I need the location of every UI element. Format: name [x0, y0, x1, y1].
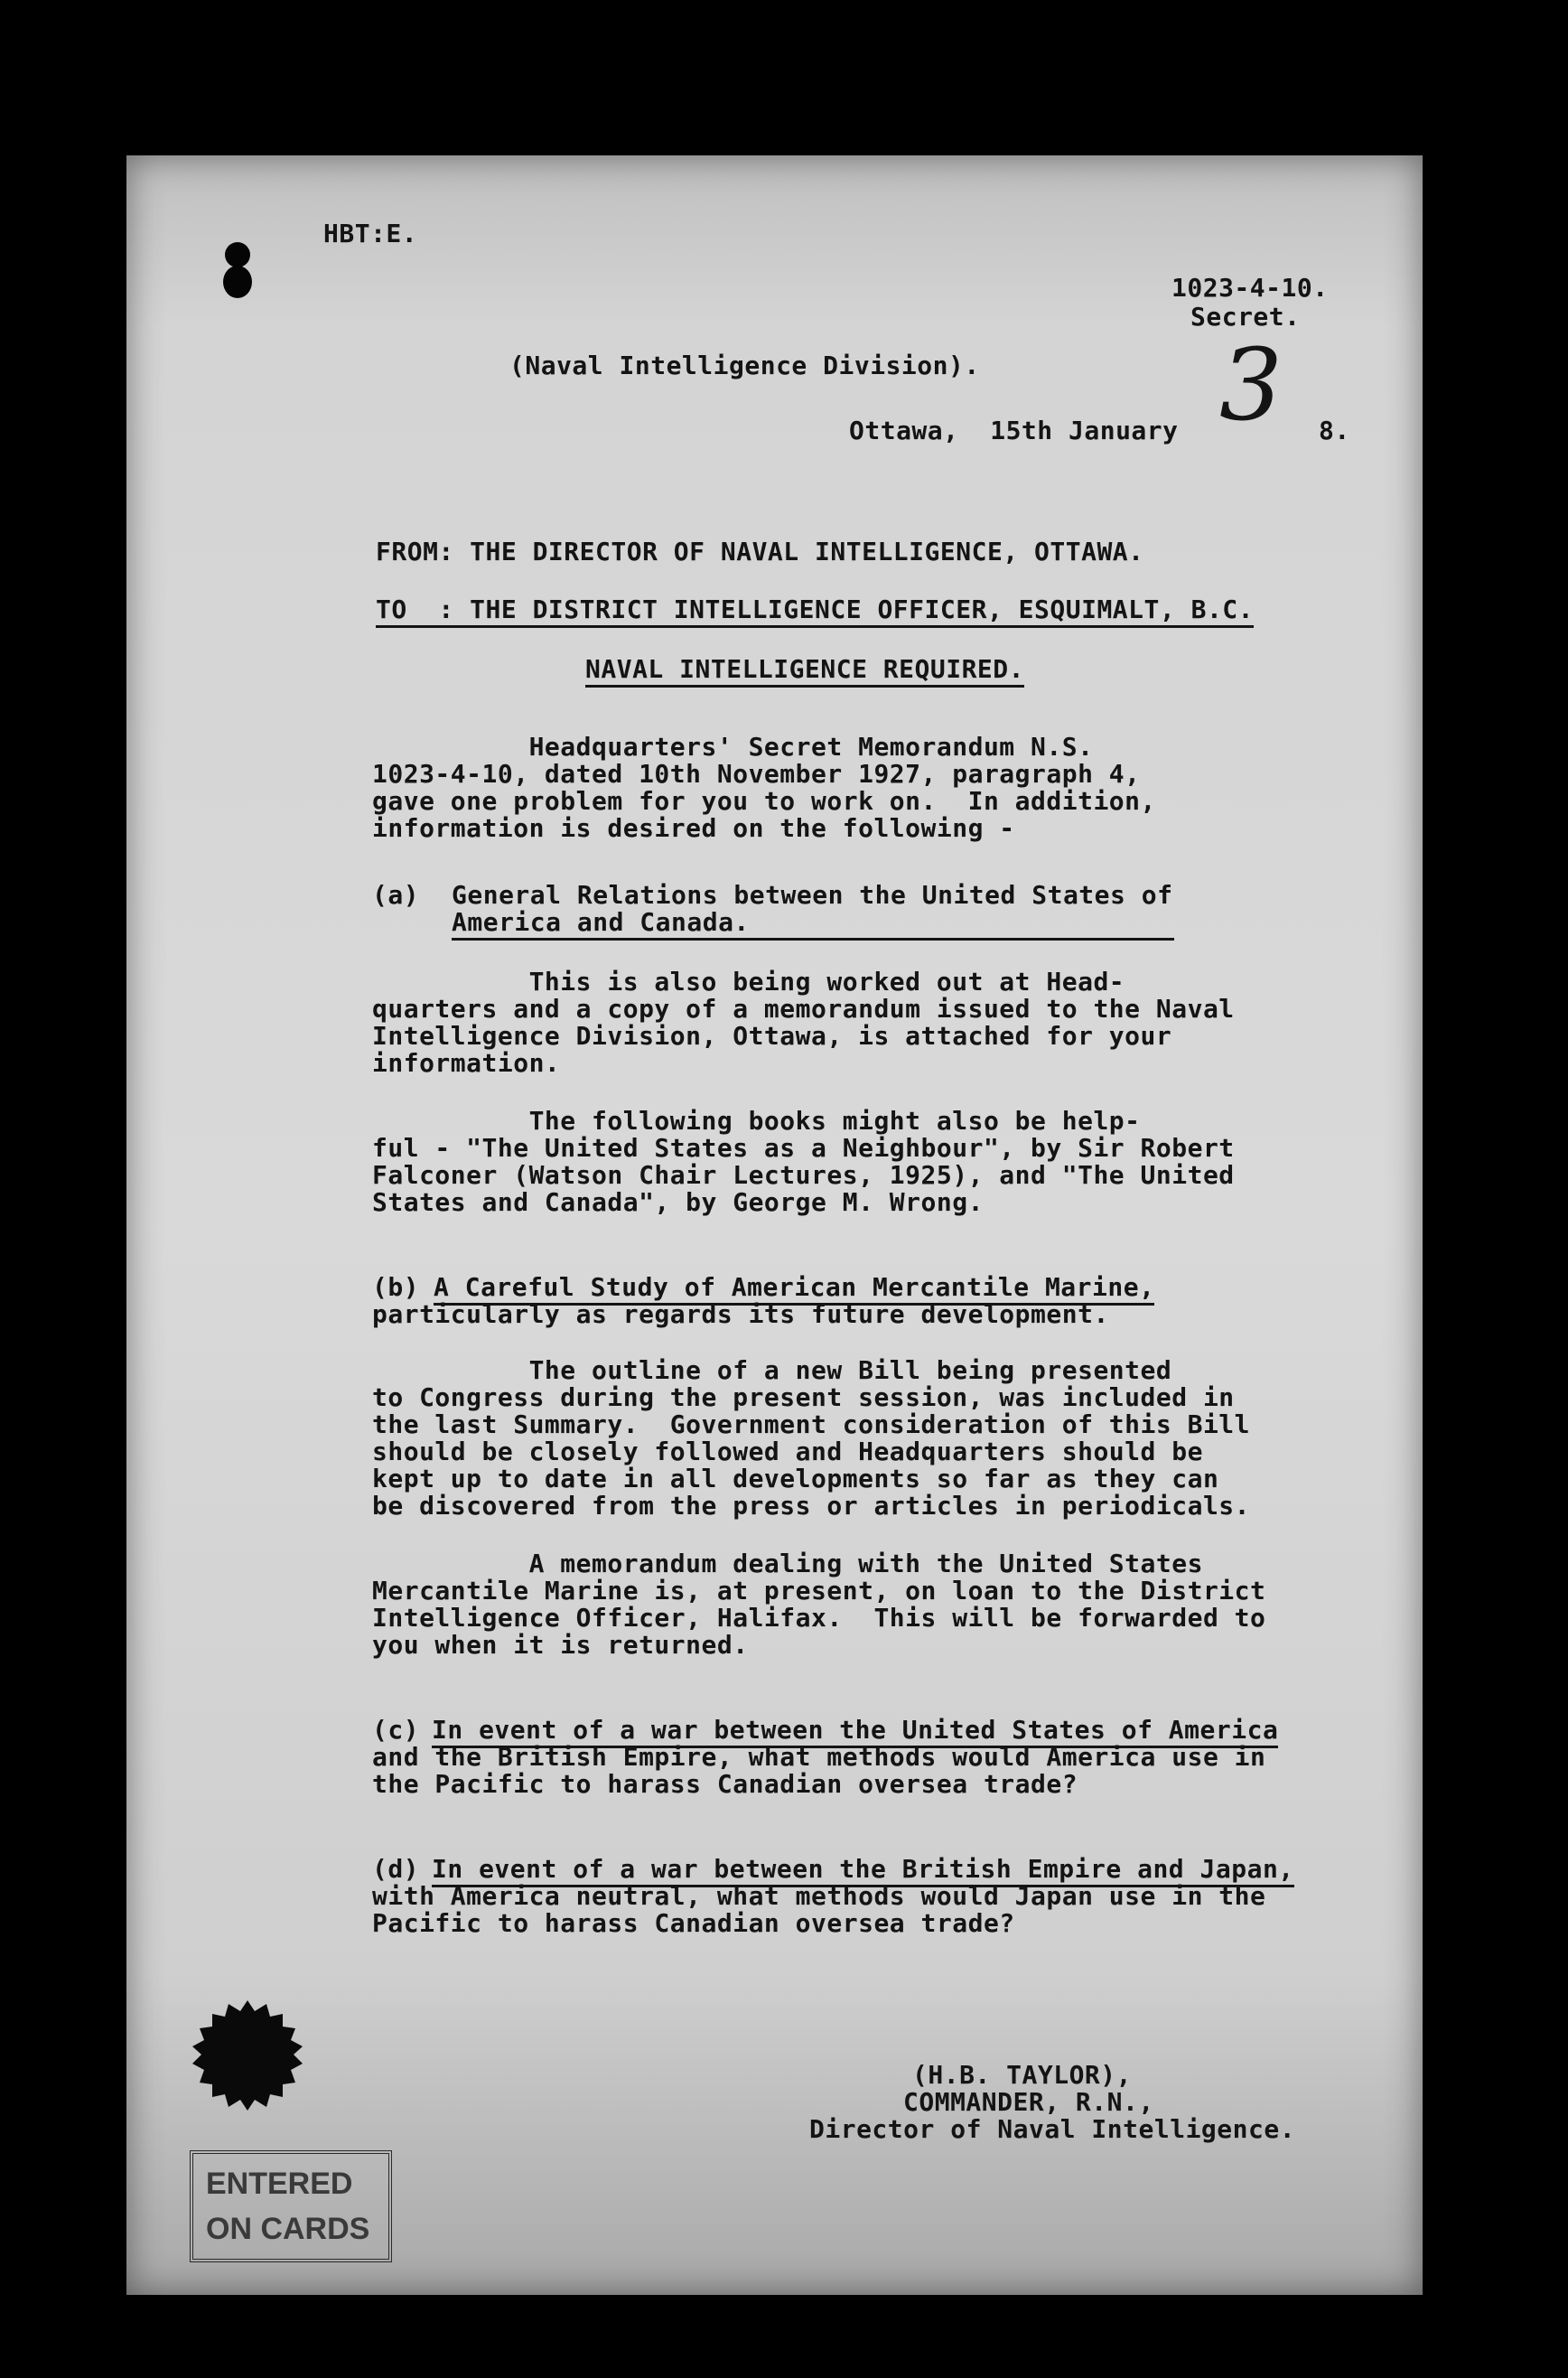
text-line: should be closely followed and Headquarters should be: [372, 1437, 1203, 1466]
text-line: you when it is returned.: [372, 1630, 749, 1660]
classification: Secret.: [1190, 302, 1301, 332]
file-number: 1023-4-10.: [1171, 273, 1329, 303]
text-line: ful - "The United States as a Neighbour", by Sir Robert: [372, 1133, 1235, 1163]
item-a-title: America and Canada.: [452, 909, 1174, 941]
stamp-line: ON CARDS: [206, 2212, 370, 2246]
text-line: Mercantile Marine is, at present, on loan to the District: [372, 1576, 1266, 1606]
item-a-title: General Relations between the United States of: [452, 880, 1173, 910]
item-c-question: and the British Empire, what methods would America use in: [372, 1742, 1266, 1772]
text-line: Intelligence Division, Ottawa, is attached for your: [372, 1021, 1172, 1051]
text-line: information.: [372, 1048, 561, 1078]
text-line: The following books might also be help-: [372, 1106, 1141, 1136]
to-line: TO : THE DISTRICT INTELLIGENCE OFFICER, ESQUIMALT, B.C.: [376, 596, 1254, 628]
entered-on-cards-stamp: [190, 2150, 392, 2262]
item-c-question: In event of a war between the United States of America: [432, 1717, 1278, 1748]
item-d-question: Pacific to harass Canadian oversea trade?: [372, 1908, 1015, 1938]
item-c-question: the Pacific to harass Canadian oversea trade?: [372, 1769, 1078, 1799]
handwritten-year-digit: 3: [1219, 327, 1283, 443]
item-b-title: A Careful Study of American Mercantile Marine,: [434, 1274, 1154, 1306]
text-line: the last Summary. Government consideration of this Bill: [372, 1409, 1251, 1439]
text-line: kept up to date in all developments so far as they can: [372, 1464, 1219, 1493]
item-b-title: particularly as regards its future development.: [372, 1299, 1109, 1329]
subject-heading: NAVAL INTELLIGENCE REQUIRED.: [585, 656, 1024, 688]
text-line: The outline of a new Bill being presented: [372, 1355, 1172, 1385]
item-d-question: with America neutral, what methods would Japan use in the: [372, 1881, 1266, 1911]
text-line: be discovered from the press or articles in periodicals.: [372, 1491, 1251, 1521]
item-c-label: (c): [372, 1715, 420, 1745]
text-line: gave one problem for you to work on. In addition,: [372, 786, 1156, 816]
text-line: to Congress during the present session, was included in: [372, 1382, 1235, 1412]
item-b-label: (b): [372, 1272, 420, 1302]
place-date: Ottawa, 15th January: [849, 416, 1179, 445]
document-page: [126, 155, 1423, 2295]
division-heading: (Naval Intelligence Division).: [509, 351, 980, 380]
seal-icon: [190, 1999, 305, 2114]
text-line: information is desired on the following -: [372, 813, 1015, 843]
text-line: 1023-4-10, dated 10th November 1927, paragraph 4,: [372, 759, 1141, 789]
item-d-label: (d): [372, 1854, 420, 1884]
text-line: Headquarters' Secret Memorandum N.S.: [372, 732, 1094, 762]
item-d-question: In event of a war between the British Empire and Japan,: [432, 1856, 1294, 1887]
text-line: Falconer (Watson Chair Lectures, 1925), and "The United: [372, 1160, 1235, 1190]
year-suffix: 8.: [1319, 416, 1350, 445]
reference-initials: HBT:E.: [323, 219, 418, 248]
stamp-line: ENTERED: [206, 2167, 353, 2201]
item-a-label: (a): [372, 880, 420, 910]
text-line: This is also being worked out at Head-: [372, 967, 1125, 997]
text-line: States and Canada", by George M. Wrong.: [372, 1187, 984, 1217]
signature-rank: COMMANDER, R.N.,: [903, 2087, 1154, 2117]
text-line: quarters and a copy of a memorandum issued to the Naval: [372, 994, 1235, 1024]
signature-title: Director of Naval Intelligence.: [809, 2114, 1296, 2144]
text-line: Intelligence Officer, Halifax. This will be forwarded to: [372, 1603, 1266, 1633]
text-line: A memorandum dealing with the United States: [372, 1549, 1203, 1578]
punch-hole-icon: [219, 239, 256, 302]
from-line: FROM: THE DIRECTOR OF NAVAL INTELLIGENCE, OTTAWA.: [376, 537, 1144, 566]
signature-name: (H.B. TAYLOR),: [912, 2060, 1133, 2090]
